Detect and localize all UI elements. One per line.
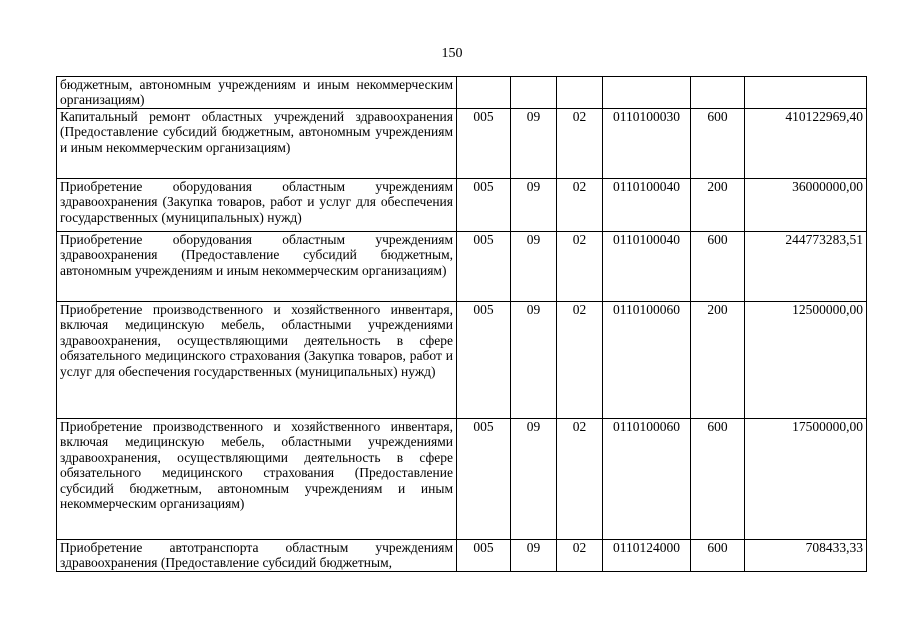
row-amount <box>745 77 867 109</box>
table-row <box>57 109 867 179</box>
row-expense-type: 600 <box>691 540 745 572</box>
row-name: бюджетным, автономным учреждениям и иным некоммерческим организациям) <box>57 77 457 109</box>
row-ministry-code: 005 <box>457 302 511 419</box>
row-subsection-code <box>557 77 603 109</box>
table-row <box>57 540 867 572</box>
row-ministry-code: 005 <box>457 179 511 232</box>
row-expense-type: 200 <box>691 179 745 232</box>
page-number: 150 <box>441 46 463 61</box>
row-amount: 12500000,00 <box>745 302 867 419</box>
row-subsection-code: 02 <box>557 302 603 419</box>
row-expense-type: 600 <box>691 232 745 302</box>
row-name: Приобретение производственного и хозяйственного инвентаря, включая медицинскую мебель, областными учреждениями здравоохранения, осуществляющими деятельность в сфере обязательного медицинского страхования (Предоставление субсидий бюджетным, автономным учреждениям и иным некоммерческим организациям) <box>57 419 457 540</box>
row-amount: 410122969,40 <box>745 109 867 179</box>
row-name: Приобретение производственного и хозяйственного инвентаря, включая медицинскую мебель, областными учреждениями здравоохранения, осуществляющими деятельность в сфере обязательного медицинского страхования (Закупка товаров, работ и услуг для обеспечения государственных (муниципальных) нужд) <box>57 302 457 419</box>
row-expense-type <box>691 77 745 109</box>
table-row <box>57 232 867 302</box>
row-amount: 708433,33 <box>745 540 867 572</box>
row-ministry-code: 005 <box>457 419 511 540</box>
row-ministry-code: 005 <box>457 540 511 572</box>
row-expense-type: 600 <box>691 109 745 179</box>
row-target-code: 0110100040 <box>603 232 691 302</box>
row-target-code: 0110100060 <box>603 302 691 419</box>
row-ministry-code <box>457 77 511 109</box>
row-amount: 17500000,00 <box>745 419 867 540</box>
row-target-code <box>603 77 691 109</box>
row-section-code: 09 <box>511 179 557 232</box>
row-amount: 244773283,51 <box>745 232 867 302</box>
row-ministry-code: 005 <box>457 109 511 179</box>
row-name: Капитальный ремонт областных учреждений здравоохранения (Предоставление субсидий бюджетным, автономным учреждениям и иным некоммерческим организациям) <box>57 109 457 179</box>
table-row <box>57 179 867 232</box>
row-subsection-code: 02 <box>557 109 603 179</box>
row-subsection-code: 02 <box>557 232 603 302</box>
table-row <box>57 77 867 109</box>
row-subsection-code: 02 <box>557 179 603 232</box>
row-section-code: 09 <box>511 540 557 572</box>
row-expense-type: 600 <box>691 419 745 540</box>
row-subsection-code: 02 <box>557 540 603 572</box>
row-expense-type: 200 <box>691 302 745 419</box>
row-amount: 36000000,00 <box>745 179 867 232</box>
row-name: Приобретение оборудования областным учреждениям здравоохранения (Предоставление субсидий бюджетным, автономным учреждениям и иным некоммерческим организациям) <box>57 232 457 302</box>
row-section-code: 09 <box>511 419 557 540</box>
row-target-code: 0110100040 <box>603 179 691 232</box>
row-section-code: 09 <box>511 302 557 419</box>
row-ministry-code: 005 <box>457 232 511 302</box>
row-target-code: 0110100060 <box>603 419 691 540</box>
table-row <box>57 419 867 540</box>
row-name: Приобретение оборудования областным учреждениям здравоохранения (Закупка товаров, работ и услуг для обеспечения государственных (муниципальных) нужд) <box>57 179 457 232</box>
row-name: Приобретение автотранспорта областным учреждениям здравоохранения (Предоставление субсидий бюджетным, <box>57 540 457 572</box>
row-target-code: 0110124000 <box>603 540 691 572</box>
table-row <box>57 302 867 419</box>
row-subsection-code: 02 <box>557 419 603 540</box>
budget-table <box>56 76 867 572</box>
row-section-code: 09 <box>511 109 557 179</box>
row-section-code: 09 <box>511 232 557 302</box>
row-target-code: 0110100030 <box>603 109 691 179</box>
row-section-code <box>511 77 557 109</box>
